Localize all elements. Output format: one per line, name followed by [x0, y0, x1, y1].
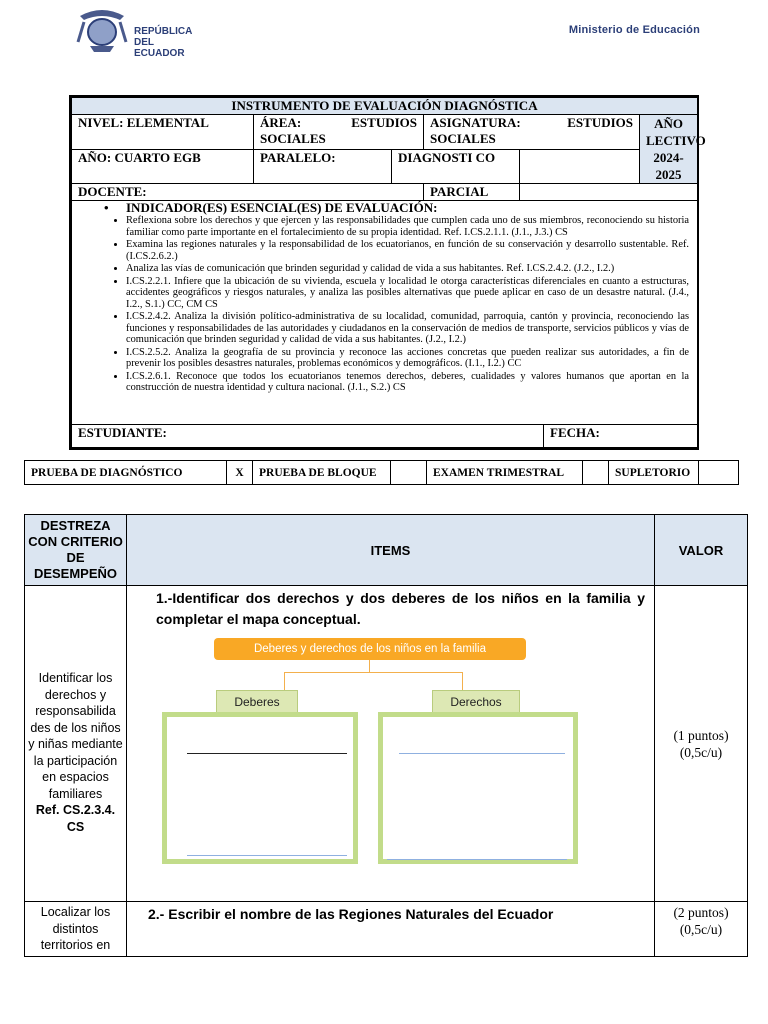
exam-type-strip: [24, 460, 738, 485]
exam-type-trimestral: EXAMEN TRIMESTRAL: [427, 461, 583, 485]
derechos-answer-box[interactable]: [378, 712, 578, 864]
indicators-title: • INDICADOR(ES) ESENCIAL(ES) DE EVALUACIÓN:: [72, 201, 697, 215]
answer-line: [187, 753, 347, 754]
docente-cell[interactable]: DOCENTE:: [72, 184, 424, 201]
concept-map: [162, 638, 592, 883]
indicator-item: • I.CS.2.4.2. Analiza la división político-administrativa de su localidad, comunidad, parroquia, cantón y provincia, reconociendo las funciones y responsabilidades de las autoridades y ciudadanos en la conservación de medios de transporte, servicios públicos y vías de comunicación que brinden seguridad y calidad de vida a sus habitantes. (J.2., I.2.): [126, 311, 689, 346]
area-cell: ÁREA: ESTUDIOS SOCIALES: [254, 115, 424, 150]
indicator-item: • Examina las regiones naturales y la responsabilidad de los ecuatorianos, en función de su conservación y desarrollo sustentable. Ref. (I.CS.2.6.2.): [126, 239, 689, 262]
answer-line: [187, 855, 347, 856]
anio-cell: AÑO: CUARTO EGB: [72, 149, 254, 184]
republic-line1: REPÚBLICA: [134, 26, 193, 37]
indicator-item: • I.CS.2.6.1. Reconoce que todos los ecuatorianos tenemos derechos, deberes, cualidades y valores humanos que aportan en la construcción de nuestra identidad y cultura nacional. (J.1., S.2.) CS: [126, 371, 689, 394]
republic-logo: [74, 6, 204, 59]
anio-lectivo-cell: AÑO LECTIVO 2024- 2025: [640, 115, 698, 184]
nivel-cell: NIVEL: ELEMENTAL: [72, 115, 254, 150]
instrument-title: INSTRUMENTO DE EVALUACIÓN DIAGNÓSTICA: [72, 98, 698, 115]
connector-line: [284, 672, 462, 673]
question-2: 2.- Escribir el nombre de las Regiones Naturales del Ecuador: [148, 906, 554, 922]
connector-line: [284, 672, 285, 690]
derechos-label: Derechos: [432, 690, 520, 713]
exam-type-bloque: PRUEBA DE BLOQUE: [253, 461, 391, 485]
indicator-item: • Analiza las vías de comunicación que brinden seguridad y calidad de vida a sus habitantes. Ref. I.CS.2.4.2. (J.2., I.2.): [126, 263, 689, 275]
indicators-list: [72, 215, 697, 394]
diagnostico-blank-cell[interactable]: [520, 149, 640, 184]
ministry-name: Ministerio de Educación: [568, 24, 700, 36]
indicator-item: • Reflexiona sobre los derechos y que ejercen y las responsabilidades que cumplen cada uno de sus miembros, reconociendo su historia familiar como parte importante en el fortalecimiento de su propia identidad. Ref. I.CS.2.1.1. (J.1., J.3.) CS: [126, 215, 689, 238]
item-cell-1: [127, 586, 655, 902]
value-cell-1: [655, 586, 748, 902]
deberes-answer-box[interactable]: [162, 712, 358, 864]
col-items-header: ITEMS: [127, 515, 655, 586]
parcial-cell: PARCIAL: [424, 184, 520, 201]
skill-cell-2: Localizar los distintos territorios en: [25, 902, 127, 957]
main-table: [24, 514, 747, 957]
value-each: (0,5c/u): [679, 744, 723, 760]
republic-line2: DEL ECUADOR: [134, 37, 185, 59]
indicator-item: • I.CS.2.5.2. Analiza la geografía de su provincia y reconoce las acciones concretas que pueden realizar sus autoridades, a fin de prevenir los posibles desastres naturales, problemas económicos y demográficos. (I.1., I.2.) CC: [126, 347, 689, 370]
parcial-blank-cell[interactable]: [520, 184, 698, 201]
republic-name: [134, 26, 204, 59]
item-cell-2: [127, 902, 655, 957]
value-points: (2 puntos): [673, 905, 729, 920]
paralelo-cell: PARALELO:: [254, 149, 392, 184]
skill-ref: Ref. CS.2.3.4. CS: [35, 803, 116, 834]
indicator-item: • I.CS.2.2.1. Infiere que la ubicación de su vivienda, escuela y localidad le otorga características diferenciales en cuanto a estructuras, accidentes geográficos y riesgos naturales, y analiza las posibles alternativas que puede aplicar en caso de un desastre natural. (J.4., I.2., S.1.) CC, CM CS: [126, 276, 689, 311]
supletorio-checkbox[interactable]: [699, 461, 739, 485]
connector-line: [369, 660, 370, 672]
instrument-table: [69, 95, 706, 450]
asignatura-cell: ASIGNATURA: ESTUDIOS SOCIALES: [424, 115, 640, 150]
connector-line: [462, 672, 463, 690]
trimestral-checkbox[interactable]: [583, 461, 609, 485]
fecha-cell[interactable]: FECHA:: [544, 425, 698, 448]
deberes-label: Deberes: [216, 690, 298, 713]
exam-type-supletorio: SUPLETORIO: [609, 461, 699, 485]
bloque-checkbox[interactable]: [391, 461, 427, 485]
value-each: (0,5c/u): [679, 922, 723, 937]
skill-text: Identificar los derechos y responsabilida des de los niños y niñas mediante la participación en espacios familiares: [28, 671, 123, 801]
question-1: 1.-Identificar dos derechos y dos deberes de los niños en la familia y completar el mapa conceptual.: [156, 590, 645, 627]
col-skill-header: DESTREZA CON CRITERIO DE DESEMPEÑO: [25, 515, 127, 586]
estudiante-cell[interactable]: ESTUDIANTE:: [72, 425, 544, 448]
answer-line: [399, 753, 565, 754]
skill-cell-1: [25, 586, 127, 902]
exam-type-diagnostico: PRUEBA DE DIAGNÓSTICO: [25, 461, 227, 485]
indicators-cell: [72, 201, 698, 425]
value-points: (1 puntos): [673, 727, 729, 743]
diagnostico-checkbox[interactable]: X: [227, 461, 253, 485]
answer-line: [387, 859, 567, 860]
value-cell-2: [655, 902, 748, 957]
col-value-header: VALOR: [655, 515, 748, 586]
coat-of-arms-icon: [74, 6, 130, 56]
concept-map-title: Deberes y derechos de los niños en la familia: [214, 638, 526, 660]
diagnostico-cell: DIAGNOSTI CO: [392, 149, 520, 184]
